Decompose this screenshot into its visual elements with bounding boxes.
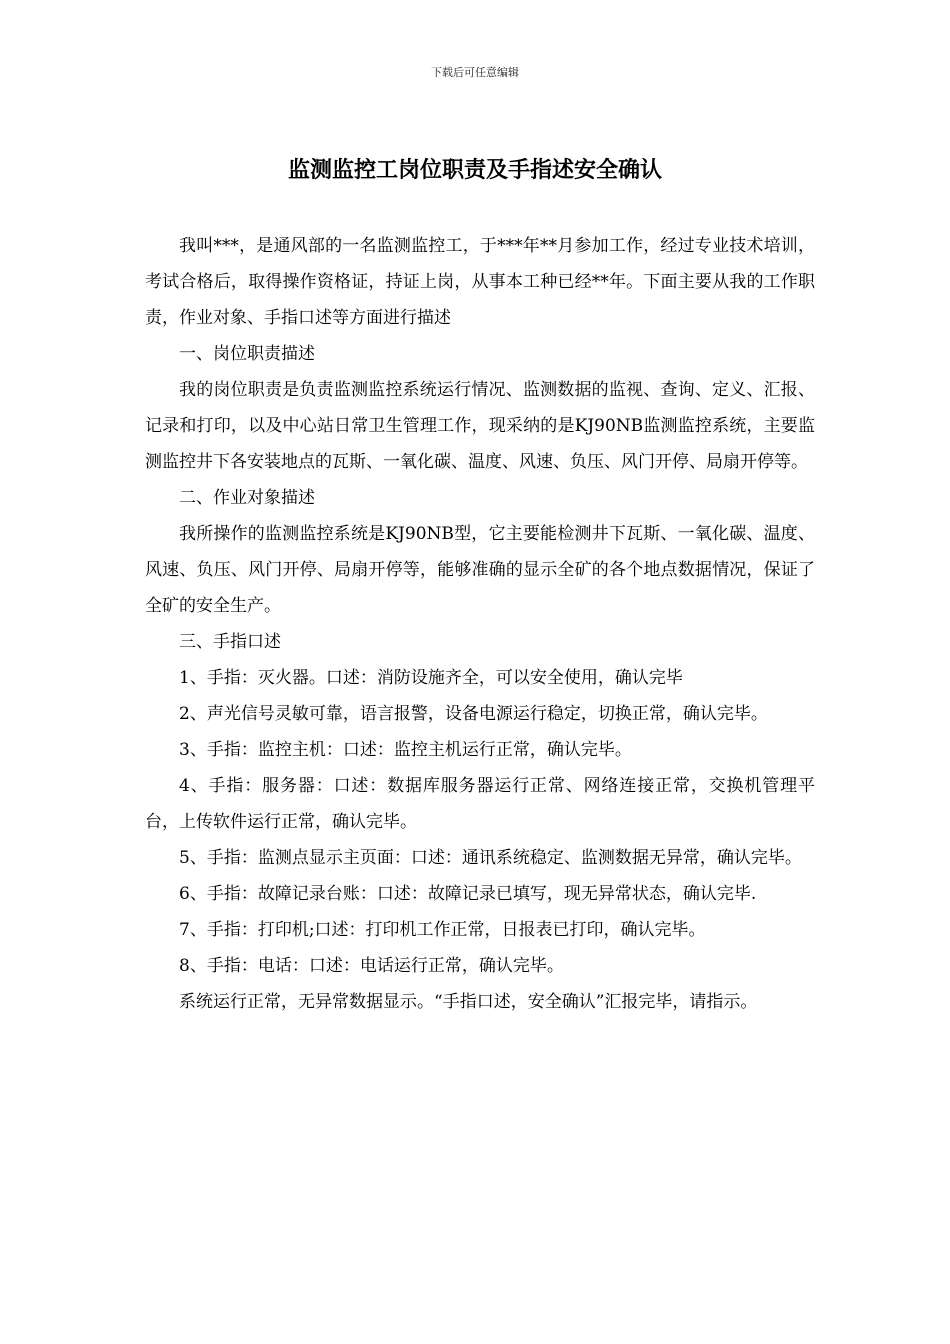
paragraph-intro: 我叫***，是通风部的一名监测监控工，于***年**月参加工作，经过专业技术培训，考试合格后，取得操作资格证，持证上岗，从事本工种已经**年。下面主要从我的工作职责，作业对象、手指口述等方面进行描述: [145, 236, 815, 328]
list-item-4: 4、手指：服务器：口述：数据库服务器运行正常、网络连接正常，交换机管理平台，上传软件运行正常，确认完毕。: [145, 776, 815, 832]
paragraph-conclusion: 系统运行正常，无异常数据显示。“手指口述，安全确认”汇报完毕，请指示。: [179, 992, 758, 1012]
list-item-7: 7、手指：打印机;口述：打印机工作正常，日报表已打印，确认完毕。: [179, 920, 706, 940]
list-item-8: 8、手指：电话：口述：电话运行正常，确认完毕。: [179, 956, 564, 976]
list-item-3: 3、手指：监控主机：口述：监控主机运行正常，确认完毕。: [179, 740, 632, 760]
section-heading-pointing: 三、手指口述: [179, 632, 281, 652]
section-heading-objects: 二、作业对象描述: [179, 488, 315, 508]
list-item-6: 6、手指：故障记录台账：口述：故障记录已填写，现无异常状态，确认完毕.: [179, 884, 757, 904]
header-note: 下载后可任意编辑: [431, 66, 519, 79]
list-item-2: 2、声光信号灵敏可靠，语言报警，设备电源运行稳定，切换正常，确认完毕。: [179, 704, 768, 724]
paragraph-duties: 我的岗位职责是负责监测监控系统运行情况、监测数据的监视、查询、定义、汇报、记录和打印，以及中心站日常卫生管理工作，现采纳的是KJ90NB监测监控系统，主要监测监控井下各安装地点的瓦斯、一氧化碳、温度、风速、负压、风门开停、局扇开停等。: [145, 380, 815, 472]
list-item-5: 5、手指：监测点显示主页面：口述：通讯系统稳定、监测数据无异常，确认完毕。: [179, 848, 802, 868]
section-heading-duties: 一、岗位职责描述: [179, 344, 315, 364]
list-item-1: 1、手指：灭火器。口述：消防设施齐全，可以安全使用，确认完毕: [179, 668, 683, 688]
paragraph-objects: 我所操作的监测监控系统是KJ90NB型，它主要能检测井下瓦斯、一氧化碳、温度、风速、负压、风门开停、局扇开停等，能够准确的显示全矿的各个地点数据情况，保证了全矿的安全生产。: [145, 524, 815, 616]
document-title: 监测监控工岗位职责及手指述安全确认: [287, 157, 662, 183]
document-body: [145, 228, 815, 1020]
